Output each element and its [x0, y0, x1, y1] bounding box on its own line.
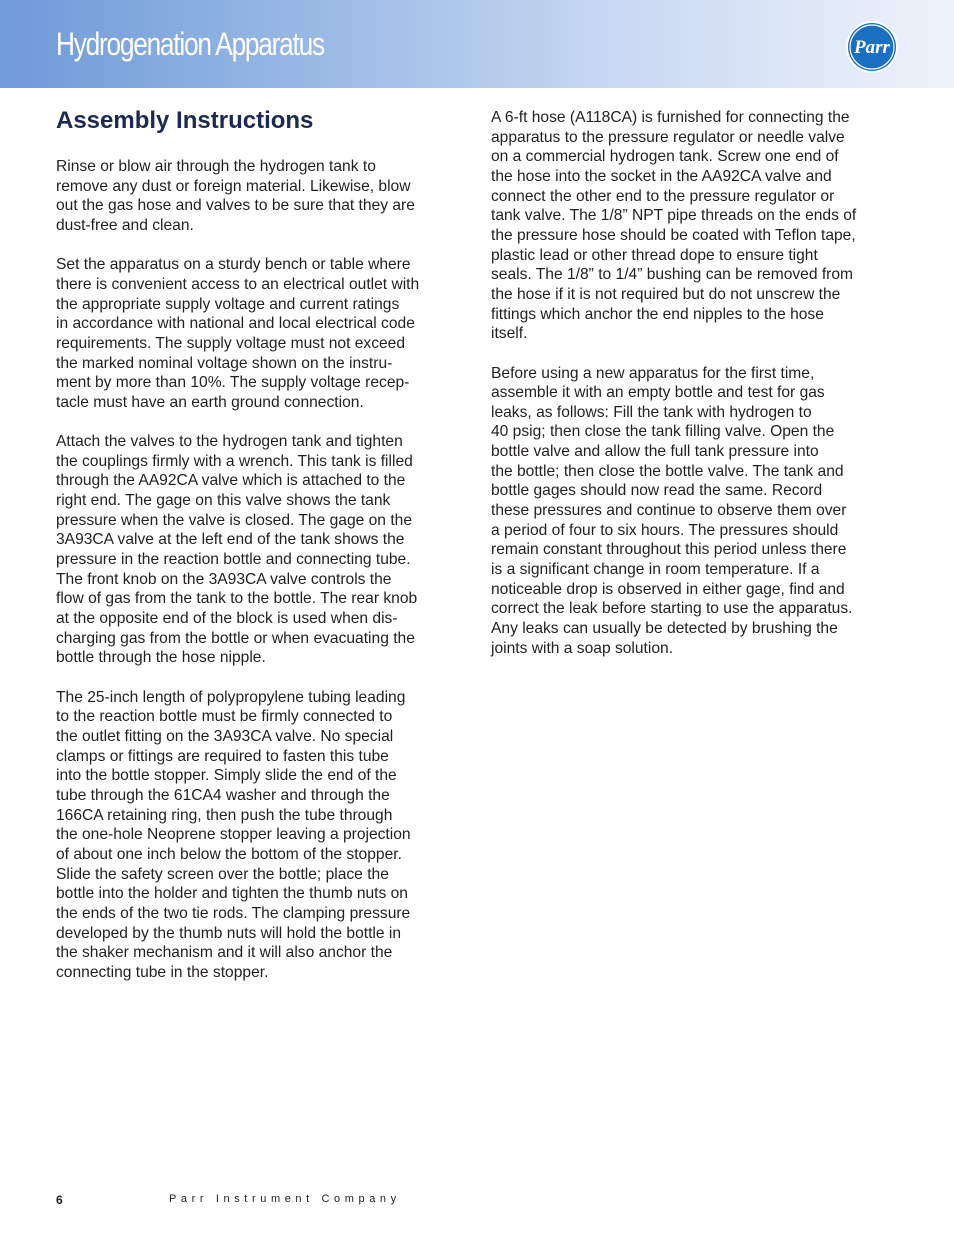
parr-logo-icon [845, 20, 899, 74]
paragraph: Attach the valves to the hydrogen tank and tighten the couplings firmly with a wrench. This tank is filled through the AA92CA valve which is attached to the right end. The gage on this valve shows the tank pressure when the valve is closed. The gage on the 3A93CA valve at the left end of the tank shows the pressure in the reaction bottle and connecting tube. The front knob on the 3A93CA valve controls the flow of gas from the tank to the bottle. The rear knob at the opposite end of the block is used when dis- charging gas from the bottle or when evacuating the bottle through the hose nipple. [56, 433, 418, 667]
section-title: Assembly Instructions [56, 107, 314, 134]
footer-company-name: Parr Instrument Company [169, 1193, 401, 1205]
page-number: 6 [56, 1193, 63, 1207]
paragraph: The 25-inch length of polypropylene tubing leading to the reaction bottle must be firmly connected to the outlet fitting on the 3A93CA valve. No special clamps or fittings are required to fasten this tube into the bottle stopper. Simply slide the end of the tube through the 61CA4 washer and through the 166CA retaining ring, then push the tube through the one-hole Neoprene stopper leaving a projection of about one inch below the bottom of the stopper. Slide the safety screen over the bottle; place the bottle into the holder and tighten the thumb nuts on the ends of the two tie rods. The clamping pressure developed by the thumb nuts will hold the bottle in the shaker mechanism and it will also anchor the connecting tube in the stopper. [56, 688, 411, 981]
left-column [56, 104, 466, 1002]
svg-text:Parr: Parr [854, 37, 890, 58]
parr-logo [845, 20, 899, 74]
page-header-title: Hydrogenation Apparatus [56, 26, 324, 62]
paragraph: Before using a new apparatus for the first time, assemble it with an empty bottle and test for gas leaks, as follows: Fill the tank with hydrogen to 40 psig; then close the tank filling valve. Open the bottle valve and allow the full tank pressure into the bottle; then close the bottle valve. The tank and bottle gages should now read the same. Record these pressures and continue to observe them over a period of four to six hours. The pressures should remain constant throughout this period unless there is a significant change in room temperature. If a noticeable drop is observed in either gage, find and correct the leak before starting to use the apparatus. Any leaks can usually be detected by brushing the joints with a soap solution. [491, 364, 853, 657]
paragraph: A 6-ft hose (A118CA) is furnished for connecting the apparatus to the pressure regulator or needle valve on a commercial hydrogen tank. Screw one end of the hose into the socket in the AA92CA valve and connect the other end to the pressure regulator or tank valve. The 1/8” NPT pipe threads on the ends of the pressure hose should be coated with Teflon tape, plastic lead or other thread dope to ensure tight seals. The 1/8” to 1/4” bushing can be removed from the hose if it is not required but do not unscrew the fittings which anchor the end nipples to the hose itself. [491, 109, 857, 343]
paragraph: Set the apparatus on a sturdy bench or table where there is convenient access to an electrical outlet with the appropriate supply voltage and current ratings in accordance with national and local electrical code requirements. The supply voltage must not exceed the marked nominal voltage shown on the instru- ment by more than 10%. The supply voltage recep- tacle must have an earth ground connection. [56, 256, 420, 411]
header-band [0, 0, 954, 88]
paragraph: Rinse or blow air through the hydrogen tank to remove any dust or foreign material. Likewise, blow out the gas hose and valves to be sure that they are dust-free and clean. [56, 158, 415, 234]
right-column [491, 108, 901, 678]
